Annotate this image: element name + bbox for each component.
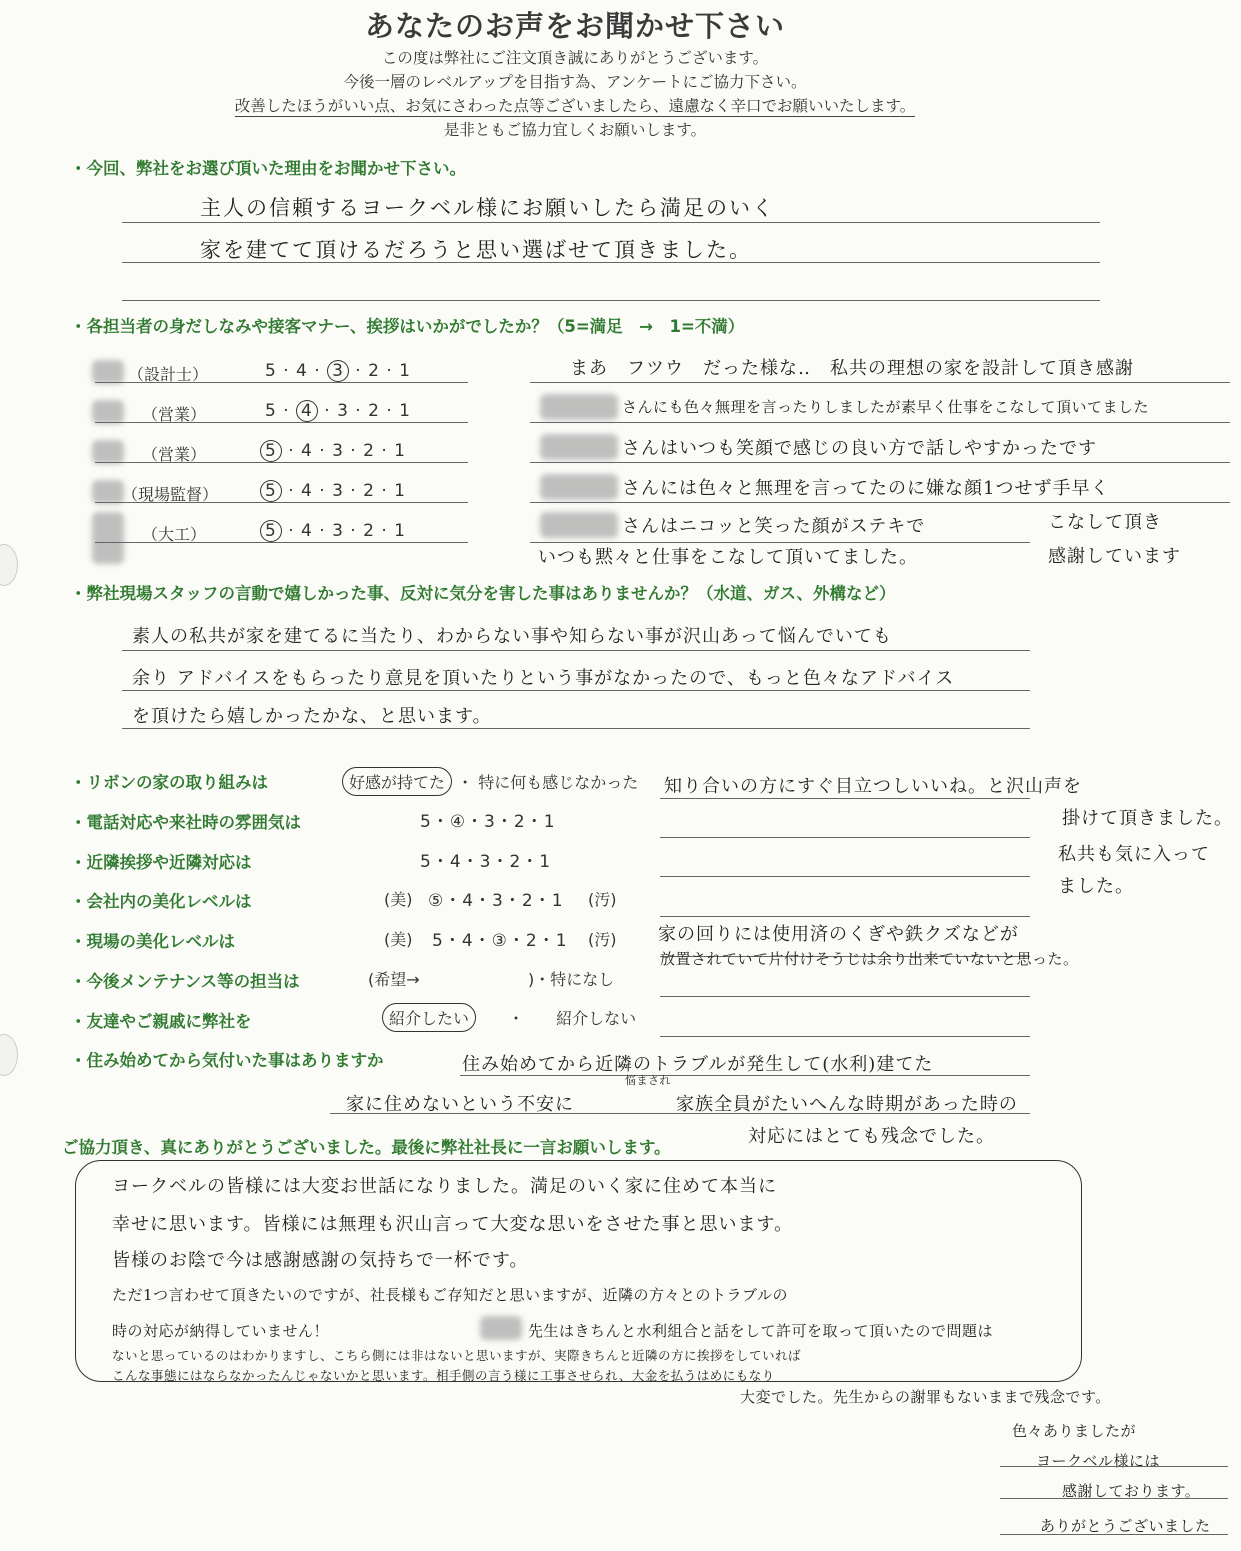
item-neighbors: ・近隣挨拶や近隣対応は bbox=[70, 853, 252, 872]
rating-scale: 5 · 4 · 3 · 2 · 1 bbox=[260, 440, 406, 462]
answer-line bbox=[122, 690, 1030, 691]
answer-line bbox=[95, 462, 468, 463]
answer-line bbox=[660, 1036, 1030, 1037]
selected-rating: 4 bbox=[296, 400, 318, 422]
redacted-name bbox=[92, 400, 124, 424]
answer-line bbox=[122, 650, 1030, 651]
refer-options bbox=[382, 1003, 636, 1032]
binder-hole bbox=[0, 1034, 18, 1076]
comment-extra-3: 感謝しています bbox=[1048, 546, 1181, 567]
item-maintenance: ・今後メンテナンス等の担当は bbox=[70, 972, 300, 991]
phone-scale: 5・④・3・2・1 bbox=[420, 812, 556, 832]
office-clean-left: (美) bbox=[384, 890, 413, 909]
redacted-name bbox=[540, 394, 618, 420]
answer-line bbox=[530, 382, 1230, 383]
answer-line bbox=[660, 798, 1030, 799]
maintenance-option-1: (希望→ bbox=[368, 970, 420, 989]
ribbon-comment-2: 掛けて頂きました。 bbox=[1062, 808, 1233, 829]
role-site-supervisor: （現場監督） bbox=[122, 485, 219, 504]
closing-line-11: ヨークベル様には bbox=[1036, 1452, 1161, 1470]
closing-line-2: 幸せに思います。皆様には無理も沢山言って大変な思いをさせた事と思います。 bbox=[112, 1214, 794, 1235]
selected-rating: 5 bbox=[260, 520, 282, 542]
closing-line-9: 大変でした。先生からの謝罪もないままで残念です。 bbox=[740, 1388, 1111, 1406]
closing-line-3: 皆様のお陰で今は感謝感謝の気持ちで一杯です。 bbox=[112, 1250, 529, 1271]
after-comment-2: 家に住めないという不安に bbox=[346, 1094, 574, 1115]
comment-extra-2: こなして頂き bbox=[1048, 512, 1162, 533]
ribbon-comment-4: ました。 bbox=[1058, 876, 1134, 897]
intro-line-3-text: 改善したほうがいい点、お気にさわった点等ございましたら、遠慮なく辛口でお願いいたします。 bbox=[234, 97, 916, 115]
page-title: あなたのお声をお聞かせ下さい bbox=[364, 9, 785, 43]
comment-designer: まあ フツウ だった様な‥ 私共の理想の家を設計して頂き感謝 bbox=[570, 358, 1135, 379]
closing-line-7: ないと思っているのはわかりますし、こちら側には非はないと思いますが、実際きちんと近隣の方に挨拶をしていれば bbox=[112, 1348, 802, 1363]
site-clean-left: (美) bbox=[384, 930, 413, 949]
intro-line-2: 今後一層のレベルアップを目指す為、アンケートにご協力下さい。 bbox=[343, 73, 807, 91]
ribbon-selected: 好感が持てた bbox=[342, 767, 452, 796]
redacted-name bbox=[92, 512, 124, 564]
closing-line-13: ありがとうございました bbox=[1040, 1517, 1211, 1535]
comment-site-supervisor: さんには色々と無理を言ってたのに嫌な顔1つせず手早く bbox=[622, 478, 1110, 499]
ribbon-comment-3: 私共も気に入って bbox=[1058, 844, 1210, 865]
role-sales-1: （営業） bbox=[142, 405, 207, 424]
item-phone: ・電話対応や来社時の雰囲気は bbox=[70, 813, 301, 832]
intro-line-4: 是非ともご協力宜しくお願いします。 bbox=[443, 121, 707, 139]
role-sales-2: （営業） bbox=[142, 445, 207, 464]
ribbon-comment-1: 知り合いの方にすぐ目立つしいいね。と沢山声を bbox=[664, 776, 1082, 797]
ribbon-options bbox=[342, 767, 638, 796]
comment-sales-1: さんにも色々無理を言ったりしましたが素早く仕事をこなして頂いてました bbox=[622, 398, 1150, 416]
q1-answer-line-1: 主人の信頼するヨークベル様にお願いしたら満足のいく bbox=[200, 196, 775, 220]
refer-other: 紹介しない bbox=[556, 1009, 637, 1028]
answer-line bbox=[660, 876, 1030, 877]
maintenance-option-2: )・特になし bbox=[528, 970, 615, 989]
closing-line-6: 先生はきちんと水利組合と話をして許可を取って頂いたので問題は bbox=[528, 1322, 994, 1340]
redacted-name bbox=[92, 480, 124, 504]
closing-line-12: 感謝しております。 bbox=[1062, 1482, 1201, 1500]
intro-line-1: この度は弊社にご注文頂き誠にありがとうございます。 bbox=[381, 49, 769, 67]
item-refer: ・友達やご親戚に弊社を bbox=[70, 1012, 252, 1031]
after-comment-3: 悩まされ bbox=[625, 1074, 671, 1087]
answer-line bbox=[95, 502, 468, 503]
redacted-name bbox=[540, 512, 618, 538]
item-after-move: ・住み始めてから気付いた事はありますか bbox=[70, 1051, 384, 1070]
item-office-clean: ・会社内の美化レベルは bbox=[70, 892, 252, 911]
rating-scale: 5 · 4 · 3 · 2 · 1 bbox=[265, 401, 411, 421]
q2-question: ・各担当者の身だしなみや接客マナー、挨拶はいかがでしたか？（5=満足 → 1=不満） bbox=[70, 317, 745, 336]
closing-heading: ご協力頂き、真にありがとうございました。最後に弊社社長に一言お願いします。 bbox=[62, 1138, 671, 1157]
intro-line-3 bbox=[0, 94, 1150, 116]
office-clean-right: (汚) bbox=[588, 890, 617, 909]
answer-line bbox=[122, 222, 1100, 223]
rating-scale: 5 · 4 · 3 · 2 · 1 bbox=[260, 520, 406, 542]
rating-scale: 5 · 4 · 3 · 2 · 1 bbox=[260, 480, 406, 502]
redacted-name bbox=[480, 1316, 522, 1340]
neighbors-scale: 5・4・3・2・1 bbox=[420, 852, 552, 872]
answer-line bbox=[1000, 1498, 1228, 1499]
answer-line bbox=[660, 916, 1030, 917]
after-comment-5: 対応にはとても残念でした。 bbox=[748, 1126, 995, 1147]
site-comment-2: 放置されていて片付けそうじは余り出来ていないと思った。 bbox=[660, 950, 1079, 968]
comment-sales-2: さんはいつも笑顔で感じの良い方で話しやすかったです bbox=[622, 438, 1097, 459]
office-clean-scale: ⑤・4・3・2・1 bbox=[428, 891, 564, 911]
selected-rating: 5 bbox=[260, 480, 282, 502]
closing-line-8: こんな事態にはならなかったんじゃないかと思います。相手側の言う様に工事させられ、大金を払うはめにもなり bbox=[112, 1368, 775, 1383]
after-comment-4: 家族全員がたいへんな時期があった時の bbox=[676, 1094, 1018, 1115]
q1-question: ・今回、弊社をお選び頂いた理由をお聞かせ下さい。 bbox=[70, 159, 466, 178]
closing-line-10: 色々ありましたが bbox=[1012, 1422, 1137, 1440]
role-carpenter: （大工） bbox=[142, 525, 207, 544]
site-comment-1: 家の回りには使用済のくぎや鉄クズなどが bbox=[658, 924, 1019, 945]
comment-carpenter: さんはニコッと笑った顔がステキで bbox=[622, 516, 926, 537]
answer-line bbox=[530, 462, 1230, 463]
redacted-name bbox=[92, 440, 124, 464]
site-clean-right: (汚) bbox=[588, 930, 617, 949]
answer-line bbox=[660, 996, 1030, 997]
answer-line bbox=[1000, 1534, 1228, 1535]
redacted-name bbox=[540, 474, 618, 500]
q1-answer-line-2: 家を建てて頂けるだろうと思い選ばせて頂きました。 bbox=[200, 238, 752, 262]
answer-line bbox=[530, 502, 1230, 503]
selected-rating: 3 bbox=[327, 360, 349, 382]
redacted-name bbox=[540, 434, 618, 460]
site-clean-scale: 5・4・③・2・1 bbox=[432, 931, 568, 951]
q3-answer-line-1: 素人の私共が家を建てるに当たり、わからない事や知らない事が沢山あって悩んでいても bbox=[132, 626, 892, 647]
closing-line-5: 時の対応が納得していません！ bbox=[112, 1322, 330, 1340]
item-site-clean: ・現場の美化レベルは bbox=[70, 932, 235, 951]
rating-scale: 5 · 4 · 3 · 2 · 1 bbox=[265, 361, 411, 381]
answer-line bbox=[95, 542, 468, 543]
answer-line bbox=[122, 728, 1030, 729]
answer-line bbox=[95, 382, 468, 383]
comment-extra-1: いつも黙々と仕事をこなして頂いてました。 bbox=[538, 547, 918, 568]
answer-line bbox=[660, 837, 1030, 838]
q3-question: ・弊社現場スタッフの言動で嬉しかった事、反対に気分を害した事はありませんか？（水道、ガス、外構など） bbox=[70, 584, 896, 603]
binder-hole bbox=[0, 544, 18, 586]
q3-answer-line-2: 余り アドバイスをもらったり意見を頂いたりという事がなかったので、もっと色々なアドバイス bbox=[132, 668, 955, 689]
answer-line bbox=[1000, 1466, 1228, 1467]
closing-line-4: ただ1つ言わせて頂きたいのですが、社長様もご存知だと思いますが、近隣の方々とのトラブルの bbox=[112, 1286, 788, 1304]
q3-answer-line-3: を頂けたら嬉しかったかな、と思います。 bbox=[132, 706, 492, 727]
role-designer: （設計士） bbox=[128, 365, 209, 384]
refer-selected: 紹介したい bbox=[382, 1003, 476, 1032]
selected-rating: 5 bbox=[260, 440, 282, 462]
answer-line bbox=[95, 422, 468, 423]
refer-sep: ・ bbox=[508, 1009, 525, 1028]
ribbon-other: ・ 特に何も感じなかった bbox=[457, 773, 639, 792]
redacted-name bbox=[92, 360, 124, 384]
answer-line bbox=[122, 262, 1100, 263]
answer-line bbox=[122, 300, 1100, 301]
item-ribbon: ・リボンの家の取り組みは bbox=[70, 773, 268, 792]
answer-line bbox=[530, 422, 1230, 423]
after-comment-1: 住み始めてから近隣のトラブルが発生して(水利)建てた bbox=[462, 1054, 934, 1075]
closing-line-1: ヨークベルの皆様には大変お世話になりました。満足のいく家に住めて本当に bbox=[112, 1176, 777, 1197]
